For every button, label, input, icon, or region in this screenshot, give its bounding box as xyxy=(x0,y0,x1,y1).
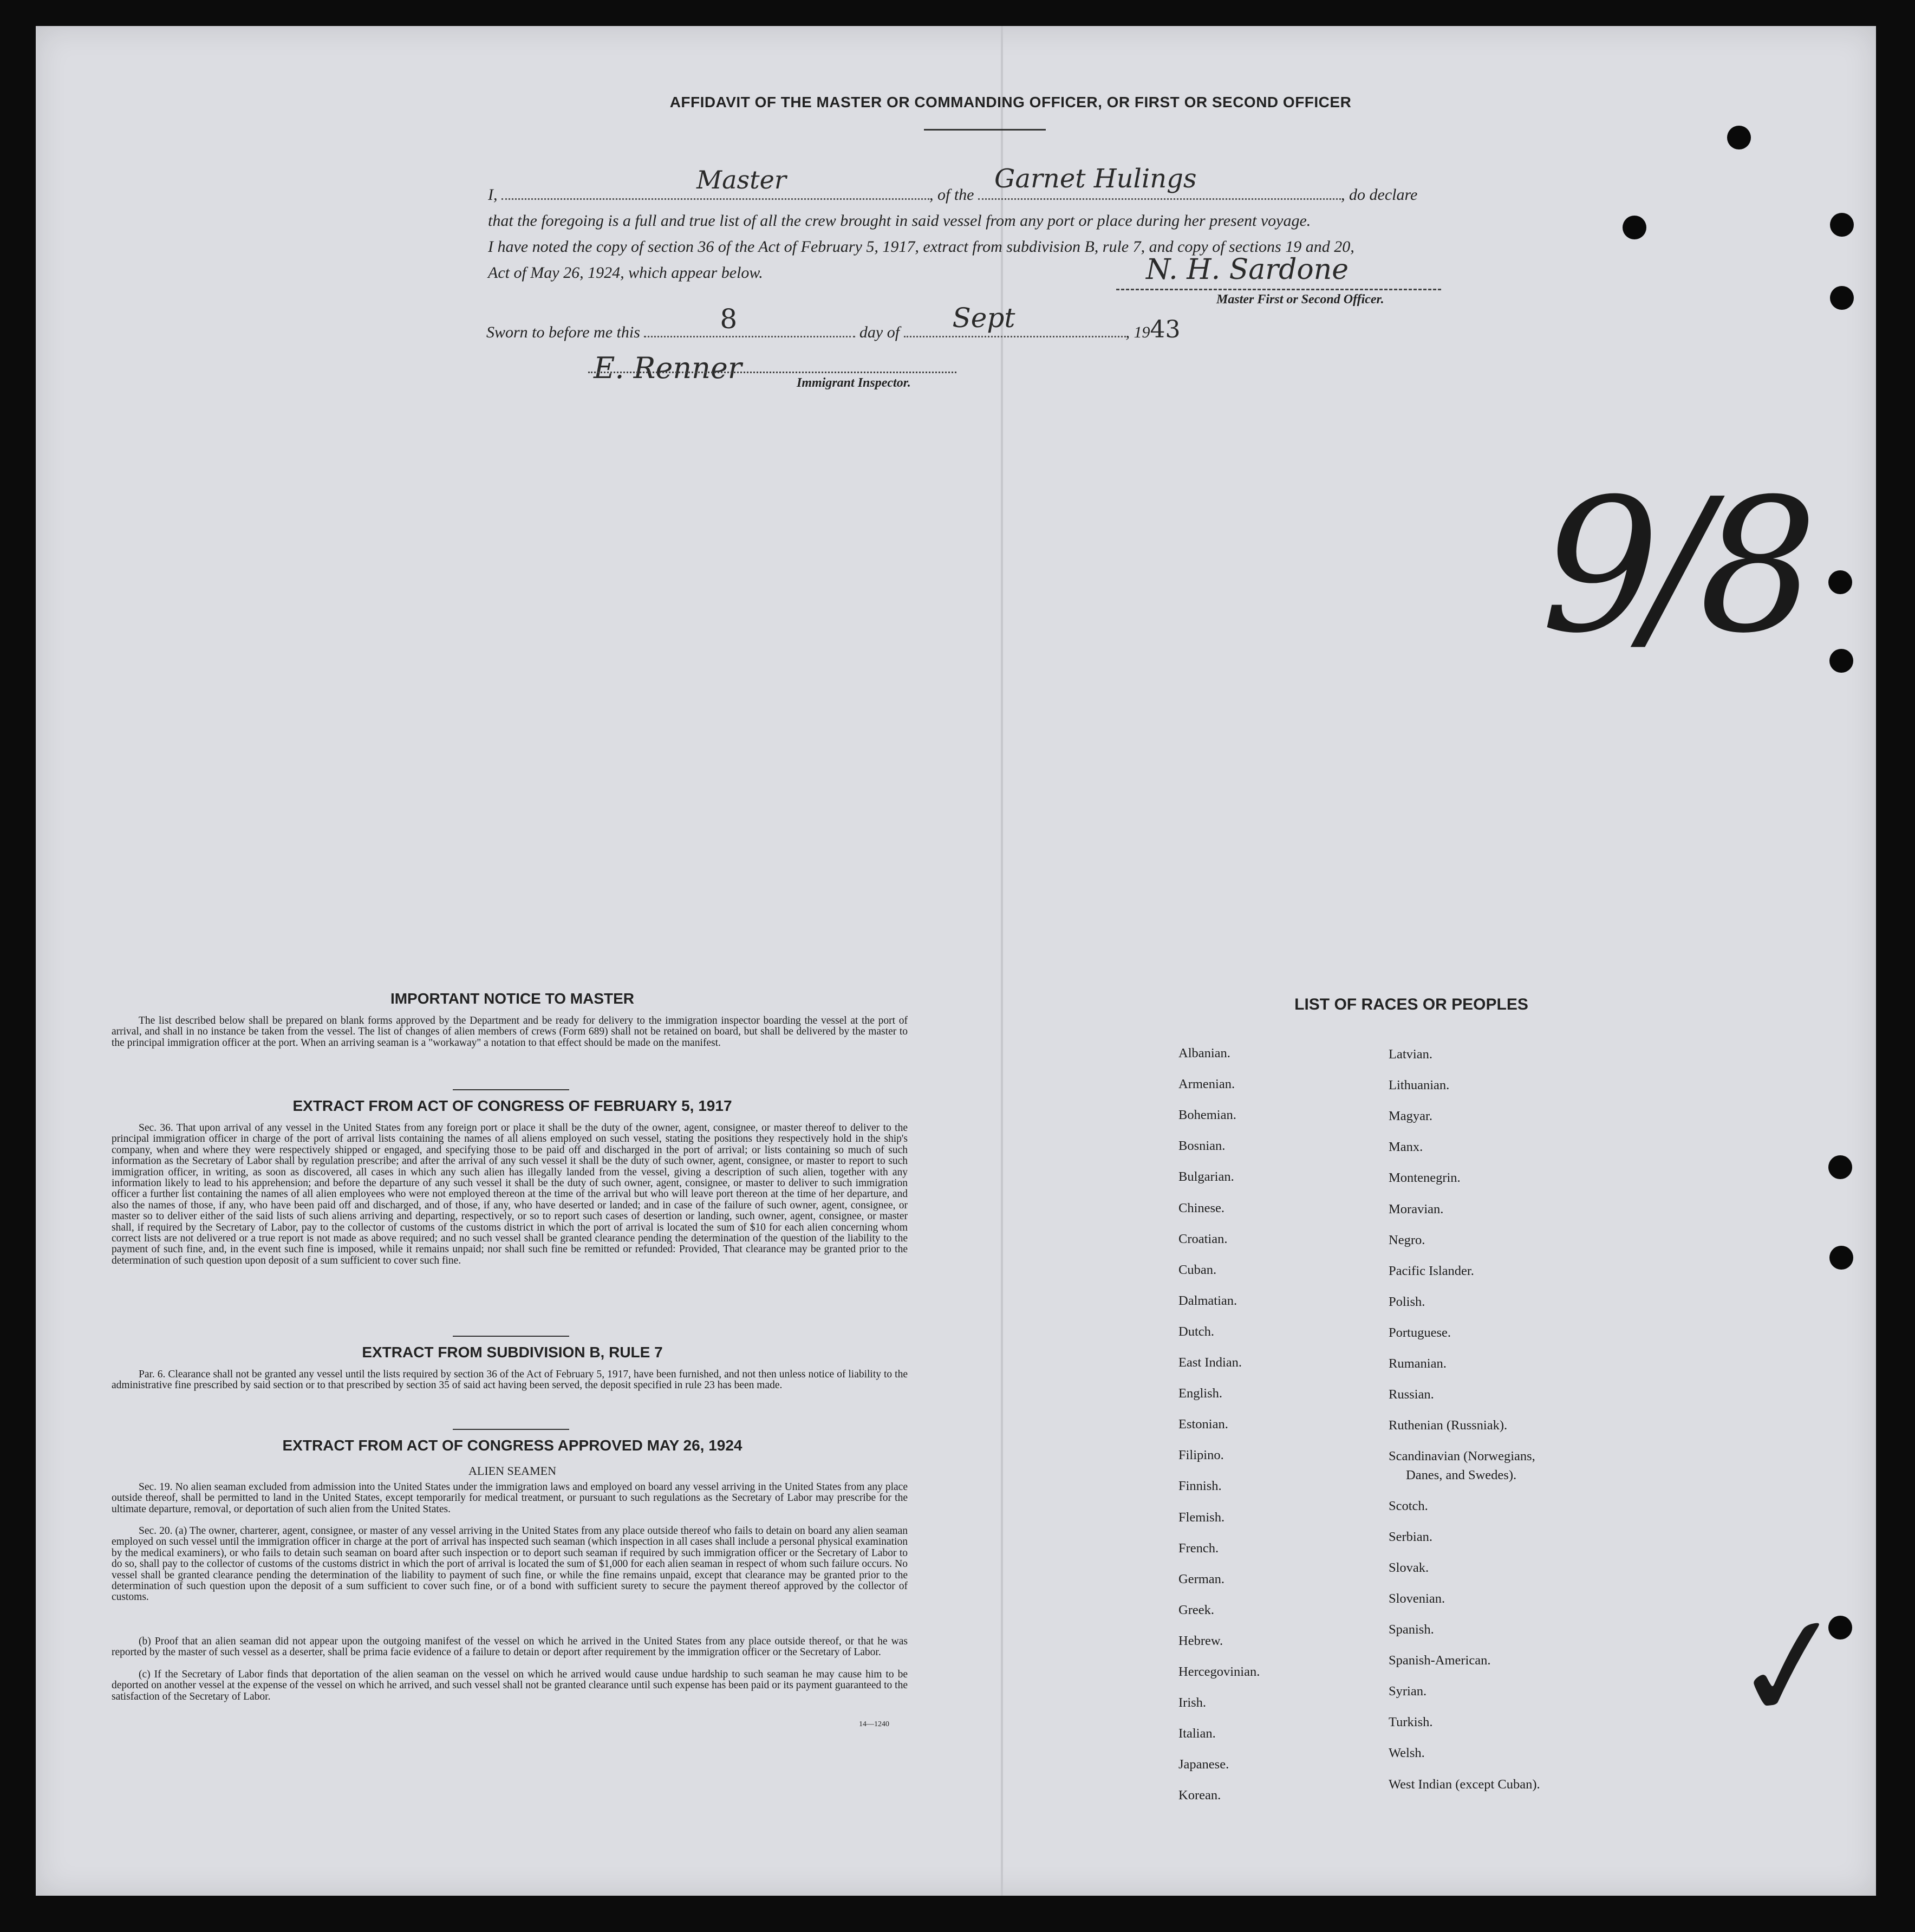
rank-blank xyxy=(501,165,929,200)
inspector-signature-line xyxy=(588,372,956,373)
alien-seamen-subtitle: ALIEN SEAMEN xyxy=(468,1464,556,1478)
affidavit-title: AFFIDAVIT OF THE MASTER OR COMMANDING OFFICER, OR FIRST OR SECOND OFFICER xyxy=(669,94,1352,110)
inspector-caption: Immigrant Inspector. xyxy=(797,376,911,390)
binder-hole xyxy=(1830,286,1854,310)
vessel-handwriting: Garnet Hulings xyxy=(994,164,1197,194)
race-item: Portuguese. xyxy=(1389,1325,1451,1340)
race-item: English. xyxy=(1178,1386,1222,1401)
divider xyxy=(453,1429,569,1430)
check-mark-icon: ✓ xyxy=(1720,1578,1860,1757)
race-item: East Indian. xyxy=(1178,1355,1242,1370)
race-item: Cuban. xyxy=(1178,1262,1217,1277)
race-item: Welsh. xyxy=(1389,1746,1425,1761)
race-item: Filipino. xyxy=(1178,1448,1224,1463)
race-item: Estonian. xyxy=(1178,1417,1228,1432)
year-prefix: , 19 xyxy=(1125,323,1150,341)
binder-hole xyxy=(1829,1246,1853,1270)
race-item: Chinese. xyxy=(1178,1200,1225,1215)
day-of-label: day of xyxy=(859,323,900,341)
race-item: Bulgarian. xyxy=(1178,1169,1234,1185)
year-handwriting: 43 xyxy=(1150,316,1181,343)
binder-hole xyxy=(1828,1155,1852,1179)
extract-1917-title: EXTRACT FROM ACT OF CONGRESS OF FEBRUARY 5, 1917 xyxy=(292,1097,732,1114)
sec-20a-text: Sec. 20. (a) The owner, charterer, agent, consignee, or master of any vessel arriving in the United States from any place outside thereof who fails to detain on board any alien seaman employed on such vessel until the immigration officer in charge at the port of arrival has inspected such seaman (which inspection in all cases shall include a personal physical examination by the medical examiners), or who fails to detain such seaman on board after such inspection or to deport such seaman if required by such immigration officer or the Secretary of Labor to do so, shall pay to the collector of customs of the customs district in which the port of arrival is located the sum of $1,000 for each alien seaman in respect of whom such failure occurs. No vessel shall be granted clearance pending the determination of the liability to payment of such fine, or while the fine remains unpaid, except that clearance may be granted prior to the determination of such question upon the deposit of a sum sufficient to cover such fine, or of a bond with sufficient surety to secure the payment thereof approved by the collector of customs. xyxy=(112,1525,908,1603)
race-item: Syrian. xyxy=(1389,1684,1427,1699)
declaration-line-4: Act of May 26, 1924, which appear below. xyxy=(488,264,763,282)
master-signature: N. H. Sardone xyxy=(1146,253,1349,286)
race-item: Irish. xyxy=(1178,1695,1207,1710)
race-item: Dutch. xyxy=(1178,1324,1214,1339)
notice-title: IMPORTANT NOTICE TO MASTER xyxy=(390,990,635,1007)
affidavit-declaration xyxy=(488,164,1506,286)
race-item: Slovenian. xyxy=(1389,1591,1445,1606)
race-item: Bohemian. xyxy=(1178,1108,1236,1123)
race-item: Korean. xyxy=(1178,1788,1221,1803)
document-sheet xyxy=(36,26,1876,1896)
race-item: Danes, and Swedes). xyxy=(1406,1467,1517,1482)
month-handwriting: Sept xyxy=(952,302,1015,334)
binder-hole xyxy=(1829,649,1853,673)
race-item: Croatian. xyxy=(1178,1231,1228,1246)
race-item: Moravian. xyxy=(1389,1201,1444,1217)
vessel-blank xyxy=(978,164,1341,200)
divider xyxy=(453,1336,569,1337)
master-caption: Master First or Second Officer. xyxy=(1216,292,1384,307)
sec-20c-text: (c) If the Secretary of Labor finds that deportation of the alien seaman on the vessel on which he arrived would cause undue hardship to such seaman he may cause him to be deported on another vessel at the expense of the vessel on which he arrived, and such vessel shall not be granted clearance until such expense has been paid or its payment guaranteed to the satisfaction of the Secretary of Labor. xyxy=(112,1669,908,1702)
binder-hole xyxy=(1727,126,1751,149)
binder-hole xyxy=(1623,216,1646,239)
race-item: Scotch. xyxy=(1389,1498,1428,1513)
month-blank xyxy=(904,302,1126,337)
extract-1924-title: EXTRACT FROM ACT OF CONGRESS APPROVED MAY 26, 1924 xyxy=(282,1437,742,1454)
race-item: Hebrew. xyxy=(1178,1633,1223,1648)
race-item: Albanian. xyxy=(1178,1046,1230,1061)
race-item: Negro. xyxy=(1389,1232,1425,1247)
races-title: LIST OF RACES OR PEOPLES xyxy=(1294,996,1528,1013)
title-divider xyxy=(924,129,1046,131)
sworn-label: Sworn to before me this xyxy=(486,323,640,341)
race-item: Armenian. xyxy=(1178,1077,1235,1092)
race-item: Rumanian. xyxy=(1389,1356,1447,1371)
race-item: Russian. xyxy=(1389,1387,1434,1402)
rank-handwriting: Master xyxy=(696,165,786,194)
race-item: Scandinavian (Norwegians, xyxy=(1389,1449,1535,1464)
race-item: Pacific Islander. xyxy=(1389,1263,1474,1278)
race-item: Spanish-American. xyxy=(1389,1653,1491,1668)
race-item: Hercegovinian. xyxy=(1178,1664,1260,1679)
race-item: French. xyxy=(1178,1540,1219,1556)
race-item: Bosnian. xyxy=(1178,1139,1226,1154)
race-item: German. xyxy=(1178,1571,1225,1586)
race-item: Italian. xyxy=(1178,1726,1216,1741)
race-item: Ruthenian (Russniak). xyxy=(1389,1418,1508,1433)
rule-7-title: EXTRACT FROM SUBDIVISION B, RULE 7 xyxy=(362,1344,663,1361)
rule-7-text: Par. 6. Clearance shall not be granted any vessel until the lists required by section 36 of the Act of February 5, 1917, have been furnished, and not then unless notice of liability to the administrative fine prescribed by said section or to that prescribed by section 35 of said act having been served, the deposit specified in rule 23 has been made. xyxy=(112,1369,908,1391)
day-blank xyxy=(644,303,855,337)
race-item: Greek. xyxy=(1178,1602,1214,1617)
race-item: Spanish. xyxy=(1389,1622,1434,1637)
race-item: Polish. xyxy=(1389,1294,1425,1309)
race-item: Japanese. xyxy=(1178,1757,1229,1772)
master-signature-line xyxy=(1116,289,1441,290)
race-item: Manx. xyxy=(1389,1140,1423,1155)
race-item: Lithuanian. xyxy=(1389,1078,1450,1093)
race-item: Latvian. xyxy=(1389,1047,1432,1062)
race-item: Serbian. xyxy=(1389,1529,1432,1544)
race-item: Dalmatian. xyxy=(1178,1293,1237,1308)
notice-text: The list described below shall be prepared on blank forms approved by the Department and be ready for delivery to the immigration inspector boarding the vessel at the port of arrival, and shall in no instance be taken from the vessel. The list of changes of alien members of crews (Form 689) shall not be retained on board, but shall be delivered by the master to the principal immigration officer at the port. When an arriving seaman is a "workaway" a notation to that effect should be made on the manifest. xyxy=(112,1015,908,1049)
declaration-line-2: that the foregoing is a full and true list of all the crew brought in said vessel from any port or place during her present voyage. xyxy=(488,212,1311,230)
sec-19-text: Sec. 19. No alien seaman excluded from admission into the United States under the immigration laws and employed on board any vessel arriving in the United States from any place outside thereof, shall be permitted to land in the United States, except temporarily for medical treatment, or pursuant to such regulations as the Secretary of Labor may prescribe for the ultimate departure, removal, or deportation of such alien from the United States. xyxy=(112,1481,908,1515)
day-handwriting: 8 xyxy=(720,303,738,335)
binder-hole xyxy=(1830,213,1854,237)
sworn-line xyxy=(486,302,1181,343)
race-item: Turkish. xyxy=(1389,1715,1433,1730)
handwritten-date-mark: 9/8 xyxy=(1518,459,1828,674)
sec-20b-text: (b) Proof that an alien seaman did not appear upon the outgoing manifest of the vessel on which he arrived in the United States from any place outside thereof, or that he was reported by the master of such vessel as a deserter, shall be prima facie evidence of a failure to detain or deport after requirement by the immigration officer or the Secretary of Labor. xyxy=(112,1636,908,1658)
of-the-label: , of the xyxy=(929,186,974,204)
binder-hole xyxy=(1828,570,1852,594)
inspector-signature: E. Renner xyxy=(594,351,742,385)
do-declare-label: , do declare xyxy=(1341,186,1418,204)
extract-1917-text: Sec. 36. That upon arrival of any vessel in the United States from any foreign port or place it shall be the duty of the owner, agent, consignee, or master thereof to deliver to the principal immigration officer in charge of the port of arrival lists containing the names of all aliens employed on such vessel, stating the positions they respectively hold in the ship's company, when and where they were respectively shipped or engaged, and specifying those to be paid off and discharged in the port of arrival; or lists containing so much of such information as the Secretary of Labor shall by regulation prescribe; and after the arrival of any such vessel it shall be the duty of such owner, agent, consignee, or master to report to such immigration officer, in writing, as soon as discovered, all cases in which any such alien has illegally landed from the vessel, giving a description of such alien, together with any information likely to lead to his apprehension; and before the departure of any such vessel it shall be the duty of such owner, agent, consignee, or master to deliver to such immigration officer a further list containing the names of all alien employees who were not employed thereon at the time of the arrival but who will leave port thereon at the time of her departure, and also the names of those, if any, who have been paid off and discharged, and of those, if any, who have deserted or landed; and in case of the failure of such owner, agent, consignee, or master so to deliver either of the said lists of such aliens arriving and departing, respectively, or so to report such cases of desertion or landing, such owner, agent, consignee, or master shall, if required by the Secretary of Labor, pay to the collector of customs of the customs district in which the port of arrival is located the sum of $10 for each alien concerning whom correct lists are not delivered or a true report is not made as above required; and no such vessel shall be granted clearance pending the determination of the question of the liability to the payment of such fine, and, in the event such fine is imposed, while it remains unpaid; nor shall such fine be remitted or refunded: Provided, That clearance may be granted prior to the determination of such question upon deposit of a sum sufficient to cover such fine. xyxy=(112,1122,908,1266)
race-item: Flemish. xyxy=(1178,1510,1225,1525)
divider xyxy=(453,1089,569,1090)
form-number: 14—1240 xyxy=(859,1720,889,1728)
race-item: Magyar. xyxy=(1389,1109,1432,1124)
i-label: I, xyxy=(488,186,498,204)
race-item: West Indian (except Cuban). xyxy=(1389,1777,1540,1792)
race-item: Finnish. xyxy=(1178,1479,1222,1494)
declaration-line-3: I have noted the copy of section 36 of the Act of February 5, 1917, extract from subdivision B, rule 7, and copy of sections 19 and 20, xyxy=(488,238,1354,256)
race-item: Slovak. xyxy=(1389,1560,1429,1575)
race-item: Montenegrin. xyxy=(1389,1170,1461,1186)
